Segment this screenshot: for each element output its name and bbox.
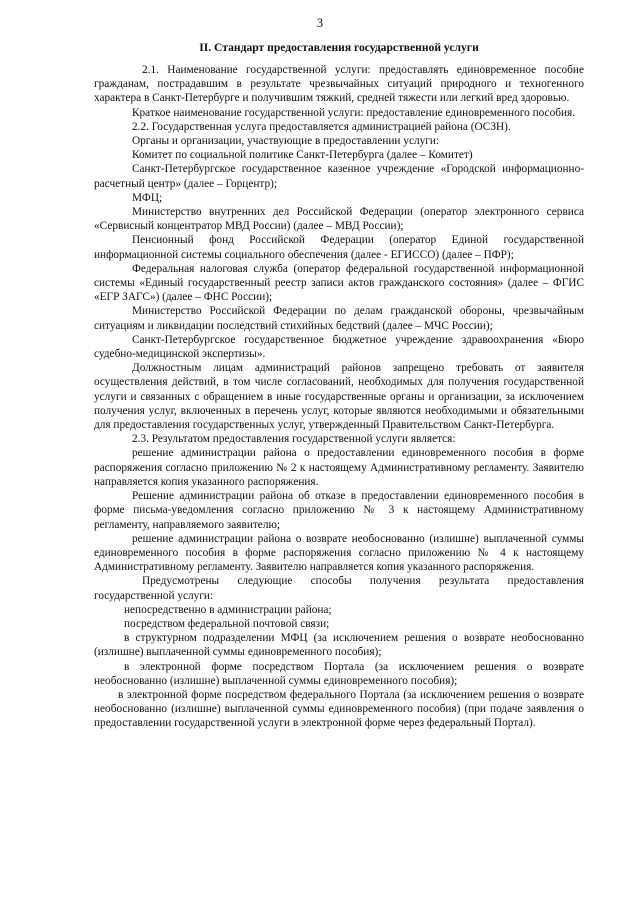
paragraph-mvd: Министерство внутренних дел Российской Федерации (оператор электронного сервиса «Сервисный концентратор МВД России) (далее – МВД России); bbox=[94, 206, 584, 233]
paragraph-gorcentr: Санкт-Петербургское государственное казенное учреждение «Городской информационно-расчетный центр» (далее – Горцентр); bbox=[94, 163, 584, 190]
paragraph-pfr: Пенсионный фонд Российской Федерации (оператор Единой государственной информационной системы социального обеспечения (далее - ЕГИССО) (далее – ПФР); bbox=[94, 234, 584, 261]
document-body bbox=[94, 41, 584, 731]
paragraph-decision-return: решение администрации района о возврате необоснованно (излишне) выплаченной суммы единовременного пособия в форме распоряжения согласно приложению № 4 к настоящему Административному регламенту. Заявителю направляется копия указанного распоряжения. bbox=[94, 532, 584, 574]
paragraph-bureau: Санкт-Петербургское государственное бюджетное учреждение здравоохранения «Бюро судебно-медицинской экспертизы». bbox=[94, 333, 584, 361]
paragraph-method-portal: в электронной форме посредством Портала (за исключением решения о возврате необоснованно (излишне) выплаченной суммы единовременного пособия); bbox=[94, 660, 584, 687]
paragraph-method-federal-portal: в электронной форме посредством федерального Портала (за исключением решения о возврате необоснованно (излишне) выплаченной суммы единовременного пособия) (при подаче заявления о предоставлении государственной услуги в электронной форме через федеральный Портал). bbox=[94, 688, 584, 730]
paragraph-fns: Федеральная налоговая служба (оператор федеральной государственной информационной системы «Единый государственный реестр записи актов гражданского состояния» (далее – ФГИС «ЕГР ЗАГС») (далее – ФНС России); bbox=[94, 262, 584, 304]
paragraph-organizations: Органы и организации, участвующие в предоставлении услуги: bbox=[132, 135, 440, 148]
paragraph-decision-refuse: Решение администрации района об отказе в предоставлении единовременного пособия в форме письма-уведомления согласно приложению № 3 к настоящему Административному регламенту, направляемого заявителю; bbox=[94, 490, 584, 531]
paragraph-committee: Комитет по социальной политике Санкт-Петербурга (далее – Комитет) bbox=[132, 149, 473, 162]
paragraph-methods: Предусмотрены следующие способы получения результата предоставления государственной услуги: bbox=[94, 575, 584, 602]
paragraph-mfc: МФЦ; bbox=[132, 191, 163, 204]
paragraph-2-1: 2.1. Наименование государственной услуги: предоставлять единовременное пособие гражданам, пострадавшим в результате чрезвычайных ситуаций природного и техногенного характера в Санкт-Петербурге и получившим тяжкий, средней тяжести или легкий вред здоровью. bbox=[94, 64, 584, 105]
page-number: 3 bbox=[316, 16, 324, 30]
paragraph-method-post: посредством федеральной почтовой связи; bbox=[124, 617, 330, 630]
paragraph-method-mfc: в структурном подразделении МФЦ (за исключением решения о возврате необоснованно (излишне) выплаченной суммы единовременного пособия); bbox=[94, 632, 584, 659]
paragraph-prohibition: Должностным лицам администраций районов запрещено требовать от заявителя осуществления действий, в том числе согласований, необходимых для получения государственной услуги и связанных с обращением в иные государственные органы и организации, за исключением получения услуг, включенных в перечень услуг, которые являются необходимыми и обязательными для предоставления государственных услуг, утвержденный Правительством Санкт-Петербурга. bbox=[94, 362, 584, 432]
section-heading: II. Стандарт предоставления государственной услуги bbox=[199, 41, 479, 54]
paragraph-decision-grant: решение администрации района о предоставлении единовременного пособия в форме распоряжения согласно приложению № 2 к настоящему Административному регламенту. Заявителю направляется копия указанного распоряжения. bbox=[94, 447, 584, 488]
paragraph-2-3: 2.3. Результатом предоставления государственной услуги является: bbox=[132, 433, 456, 446]
paragraph-mchs: Министерство Российской Федерации по делам гражданской обороны, чрезвычайным ситуациям и ликвидации последствий стихийных бедствий (далее – МЧС России); bbox=[94, 305, 584, 332]
paragraph-method-admin: непосредственно в администрации района; bbox=[124, 603, 332, 616]
paragraph-2-2: 2.2. Государственная услуга предоставляется администрацией района (ОСЗН). bbox=[132, 120, 511, 133]
paragraph-short-name: Краткое наименование государственной услуги: предоставление единовременного пособия. bbox=[132, 106, 576, 119]
